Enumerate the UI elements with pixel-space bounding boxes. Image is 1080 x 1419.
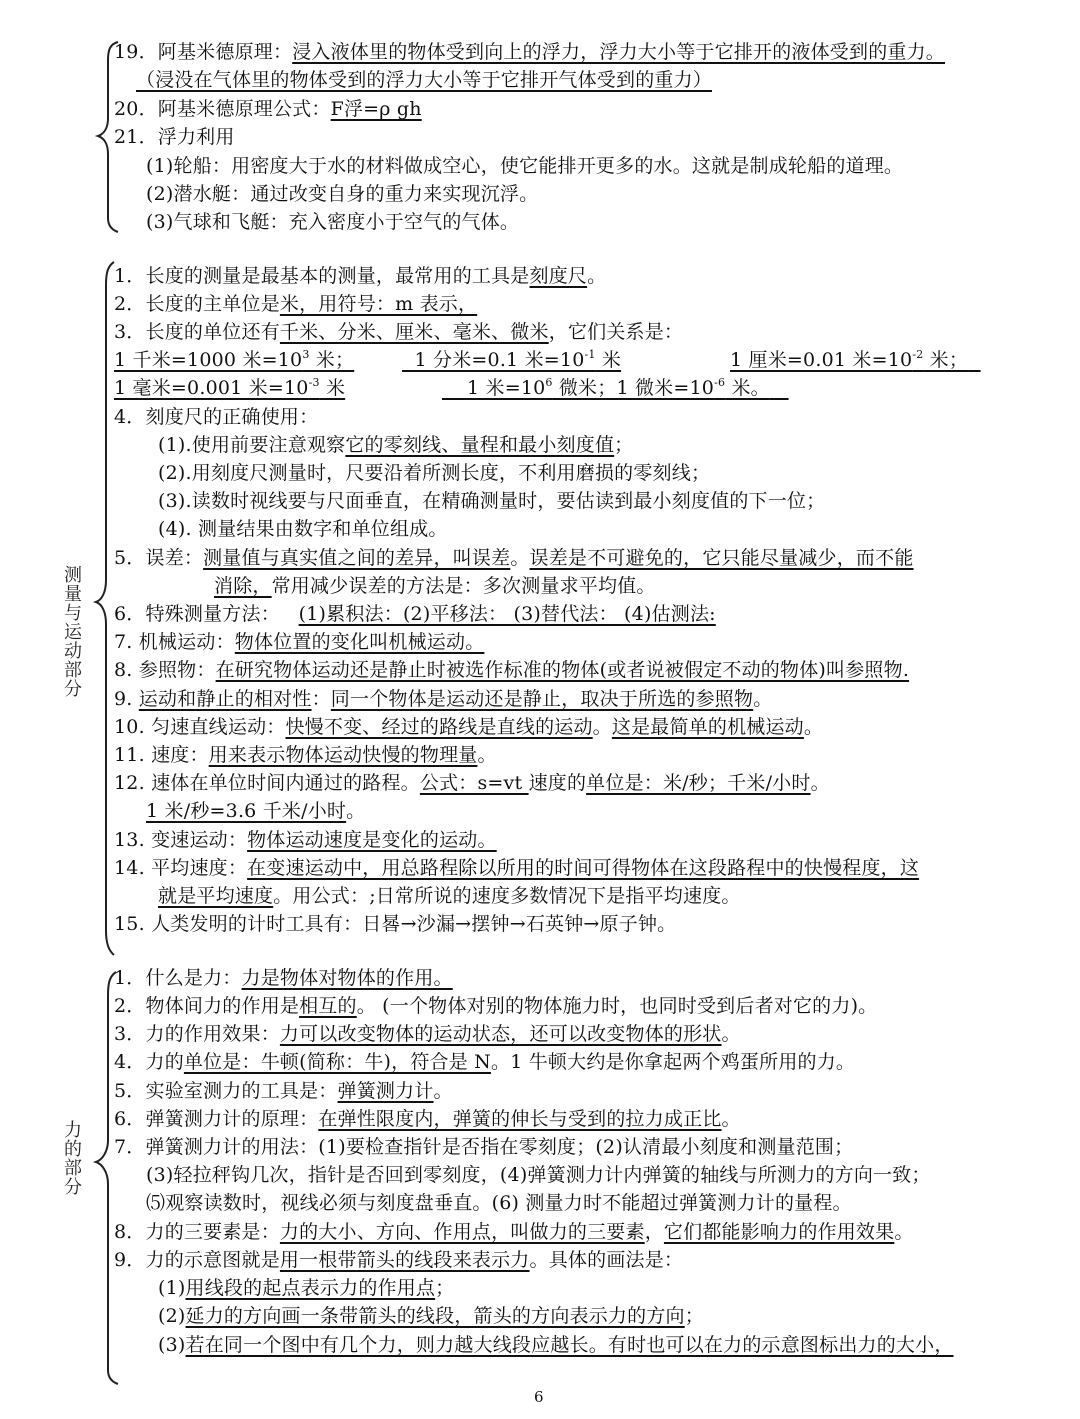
formula-km: 1 千米=1000 米$=10^3$ 米； (114, 348, 355, 371)
m-item-15: 15. 人类发明的计时工具有：日晷→沙漏→摆钟→石英钟→原子钟。 (114, 913, 677, 935)
m-item-13: 13. 变速运动：物体运动速度是变化的运动。 (114, 829, 497, 851)
m-item-7: 7. 机械运动：物体位置的变化叫机械运动。 (114, 631, 485, 653)
m-item-1: 1．长度的测量是最基本的测量，最常用的工具是刻度尺。 (114, 265, 607, 287)
m-item-4-3: (3).读数时视线要与尺面垂直，在精确测量时，要估读到最小刻度值的下一位； (158, 490, 826, 512)
item-21-3: (3)气球和飞艇：充入密度小于空气的气体。 (146, 211, 520, 233)
item-21-1: (1)轮船：用密度大于水的材料做成空心，使它能排开更多的水。这就是制成轮船的道理。 (146, 155, 904, 177)
f-item-9: 9．力的示意图就是用一根带箭头的线段来表示力。具体的画法是： (114, 1249, 684, 1271)
archimedes-formula: F浮=ρ gh (330, 98, 422, 120)
m-item-4-2: (2).用刻度尺测量时，尺要沿着所测长度，不利用磨损的零刻线； (158, 462, 711, 484)
m-item-5: 5．误差：测量值与真实值之间的差异，叫误差。误差是不可避免的，它只能尽量减少，而不能 (114, 547, 914, 569)
item-19: 19．阿基米德原理：浸入液体里的物体受到向上的浮力，浮力大小等于它排开的液体受到的重力。 (114, 41, 945, 63)
m-item-5-cont: 消除，常用减少误差的方法是：多次测量求平均值。 (214, 575, 656, 597)
f-item-5: 5．实验室测力的工具是：弹簧测力计。 (114, 1080, 453, 1102)
f-item-8: 8．力的三要素是：力的大小、方向、作用点，叫做力的三要素，它们都能影响力的作用效果。 (114, 1221, 914, 1243)
formula-um: 1 米$=10^6$ 微米；1 微米$=10^{-6}$ 米。 (466, 376, 770, 399)
side-label-force: 力的部分 (61, 1120, 82, 1196)
formula-mm: 1 毫米=0.001 米$=10^{-3}$ 米 (114, 376, 346, 399)
f-item-1: 1．什么是力：力是物体对物体的作用。 (114, 967, 453, 989)
m-item-10: 10. 匀速直线运动：快慢不变、经过的路线是直线的运动。这是最简单的机械运动。 (114, 716, 824, 738)
f-item-9-2: (2)延力的方向画一条带箭头的线段，箭头的方向表示力的方向； (158, 1305, 704, 1327)
f-item-9-3: (3)若在同一个图中有几个力，则力越大线段应越长。有时也可以在力的示意图标出力的大小， (158, 1334, 954, 1356)
side-label-measurement: 测量与运动部分 (61, 565, 82, 698)
m-item-14-cont: 就是平均速度。用公式：;日常所说的速度多数情况下是指平均速度。 (158, 885, 741, 907)
m-item-4: 4．刻度尺的正确使用： (114, 406, 319, 428)
formula-cm: 1 厘米=0.01 米$=10^{-2}$ 米； (730, 348, 969, 371)
page-number: 6 (534, 1388, 544, 1406)
f-item-9-1: (1)用线段的起点表示力的作用点； (158, 1277, 455, 1299)
item-21-2: (2)潜水艇：通过改变自身的重力来实现沉浮。 (146, 183, 539, 205)
m-item-11: 11. 速度：用来表示物体运动快慢的物理量。 (114, 744, 497, 766)
f-item-7: 7．弹簧测力计的用法：(1)要检查指针是否指在零刻度；(2)认清最小刻度和测量范围； (114, 1136, 854, 1158)
m-item-4-1: (1).使用前要注意观察它的零刻线、量程和最小刻度值； (158, 434, 634, 456)
brace-measurement (96, 262, 114, 955)
f-item-7-c: ⑸观察读数时，视线必须与刻度盘垂直。(6) 测量力时不能超过弹簧测力计的量程。 (146, 1192, 852, 1214)
f-item-6: 6．弹簧测力计的原理：在弹性限度内，弹簧的伸长与受到的拉力成正比。 (114, 1108, 741, 1130)
item-19-gas: （浸没在气体里的物体受到的浮力大小等于它排开气体受到的重力） (136, 69, 713, 91)
m-item-8: 8. 参照物：在研究物体运动还是静止时被选作标准的物体(或者说被假定不动的物体)叫参照物. (114, 659, 910, 681)
m-item-4-4: (4). 测量结果由数字和单位组成。 (158, 518, 448, 540)
m-item-12-cont: 1 米/秒=3.6 千米/小时。 (146, 800, 366, 822)
f-item-7-b: (3)轻拉秤钩几次，指针是否回到零刻度，(4)弹簧测力计内弹簧的轴线与所测力的方向一致； (146, 1164, 931, 1186)
f-item-4: 4．力的单位是：牛顿(简称：牛)，符合是 N。1 牛顿大约是你拿起两个鸡蛋所用的力。 (114, 1051, 856, 1073)
f-item-2: 2．物体间力的作用是相互的。 (一个物体对别的物体施力时，也同时受到后者对它的力)。 (114, 995, 878, 1017)
m-item-12: 12. 速体在单位时间内通过的路程。公式：s=vt 速度的单位是：米/秒；千米/小时。 (114, 772, 830, 794)
archimedes-definition: 浸入液体里的物体受到向上的浮力，浮力大小等于它排开的液体受到的重力。 (292, 41, 945, 63)
formula-dm: 1 分米=0.1 米$=10^{-1}$ 米 (414, 348, 622, 371)
f-item-3: 3．力的作用效果：力可以改变物体的运动状态，还可以改变物体的形状。 (114, 1023, 741, 1045)
m-item-2: 2．长度的主单位是米，用符号：m 表示， (114, 293, 478, 315)
m-item-3: 3．长度的单位还有千米、分米、厘米、毫米、微米，它们关系是： (114, 321, 684, 343)
m-item-14: 14. 平均速度：在变速运动中，用总路程除以所用的时间可得物体在这段路程中的快慢程度，这 (114, 857, 920, 879)
item-21: 21．浮力利用 (114, 126, 235, 148)
item-20: 20．阿基米德原理公式：F浮=ρ gh (114, 98, 422, 120)
m-item-6: 6．特殊测量方法： (1)累积法：(2)平移法： (3)替代法： (4)估测法: (114, 603, 716, 625)
m-item-9: 9. 运动和静止的相对性：同一个物体是运动还是静止，取决于所选的参照物。 (114, 688, 773, 710)
